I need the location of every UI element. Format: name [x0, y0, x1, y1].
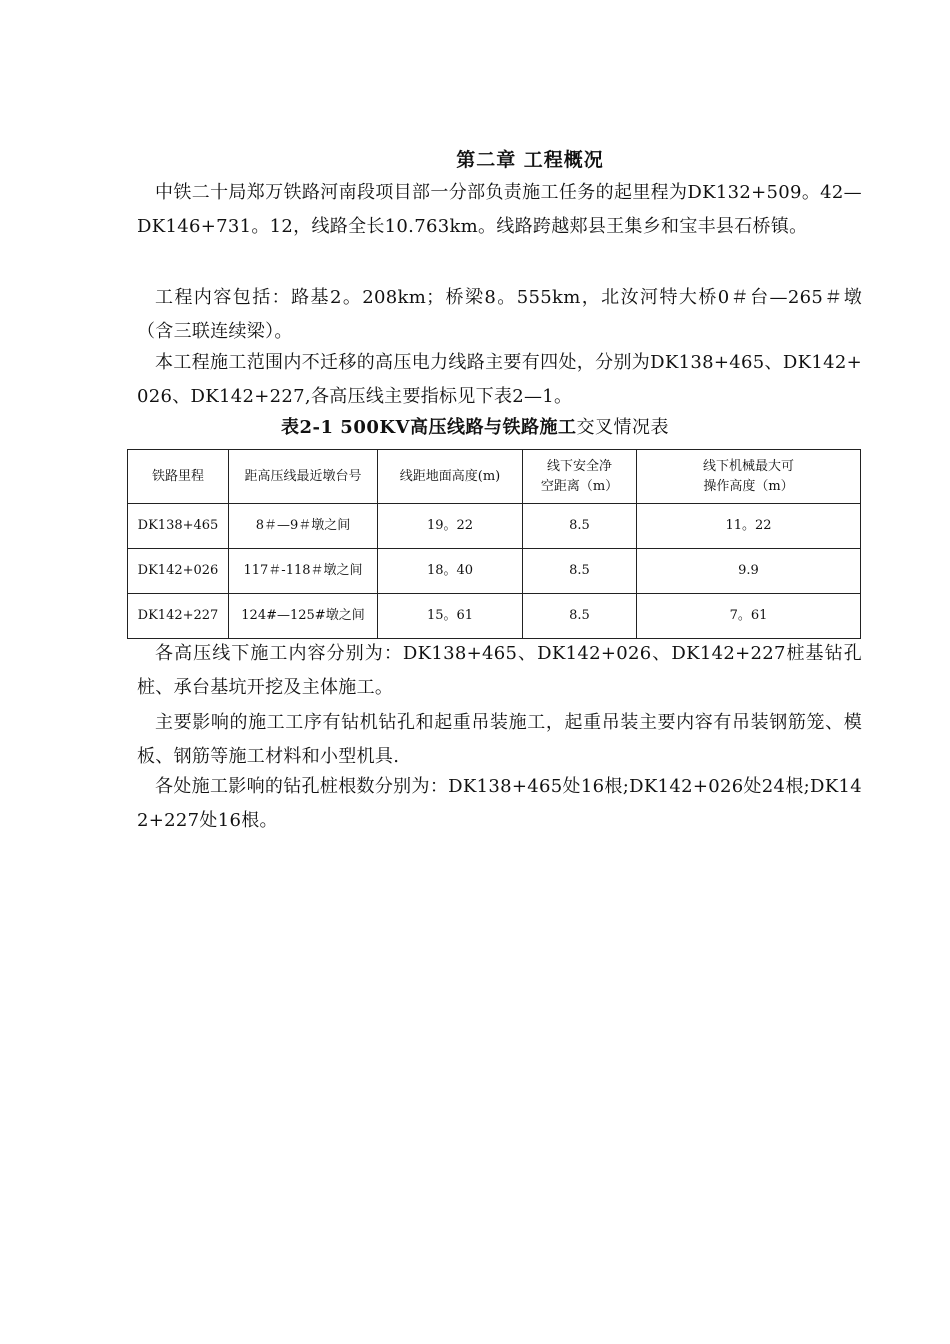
paragraph-pile-counts: 各处施工影响的钻孔桩根数分别为：DK138+465处16根;DK142+026处24根;DK142+227处16根。: [137, 776, 862, 831]
header-max-machine-height: [637, 450, 861, 504]
header-line-height: 线距地面高度(m): [378, 450, 523, 504]
cell-safe-clearance: 8.5: [523, 549, 637, 594]
cell-mileage: DK142+227: [128, 594, 229, 639]
cell-nearest-pier: 117＃-118＃墩之间: [229, 549, 378, 594]
header-nearest-pier: 距高压线最近墩台号: [229, 450, 378, 504]
cell-max-machine-height: 11。22: [637, 504, 861, 549]
paragraph-power-lines: 本工程施工范围内不迁移的高压电力线路主要有四处，分别为DK138+465、DK142+026、DK142+227,各高压线主要指标见下表2—1。: [137, 352, 862, 407]
table-caption-main: 表2-1 500KV高压线路与铁路施工: [281, 417, 577, 438]
cell-mileage: DK138+465: [128, 504, 229, 549]
header-safe-clearance-line2: 空距离（m）: [540, 478, 619, 494]
table-header-row: [128, 450, 861, 504]
table-row: [128, 504, 861, 549]
crossing-table: [127, 449, 861, 639]
cell-line-height: 18。40: [378, 549, 523, 594]
header-safe-clearance-line1: 线下安全净: [546, 458, 612, 474]
table-caption-tail: 交叉情况表: [576, 417, 669, 438]
cell-line-height: 15。61: [378, 594, 523, 639]
paragraph-project-scope: 中铁二十局郑万铁路河南段项目部一分部负责施工任务的起里程为DK132+509。42—DK146+731。12，线路全长10.763km。线路跨越郏县王集乡和宝丰县石桥镇。: [137, 182, 862, 237]
cell-nearest-pier: 124#—125#墩之间: [229, 594, 378, 639]
cell-safe-clearance: 8.5: [523, 594, 637, 639]
paragraph-work-content: 工程内容包括：路基2。208km；桥梁8。555km，北汝河特大桥0＃台—265＃墩（含三联连续梁）。: [137, 287, 862, 342]
cell-max-machine-height: 9.9: [637, 549, 861, 594]
cell-mileage: DK142+026: [128, 549, 229, 594]
table-row: [128, 594, 861, 639]
paragraph-key-processes: 主要影响的施工工序有钻机钻孔和起重吊装施工，起重吊装主要内容有吊装钢筋笼、模板、钢筋等施工材料和小型机具.: [137, 712, 862, 767]
paragraph-construction-content: 各高压线下施工内容分别为：DK138+465、DK142+026、DK142+227桩基钻孔桩、承台基坑开挖及主体施工。: [137, 643, 862, 698]
cell-safe-clearance: 8.5: [523, 504, 637, 549]
header-max-machine-height-line1: 线下机械最大可: [702, 458, 794, 474]
cell-line-height: 19。22: [378, 504, 523, 549]
header-mileage: 铁路里程: [128, 450, 229, 504]
cell-max-machine-height: 7。61: [637, 594, 861, 639]
table-row: [128, 549, 861, 594]
header-max-machine-height-line2: 操作高度（m）: [703, 478, 794, 494]
table-caption: [0, 413, 950, 439]
chapter-title: 第二章 工程概况: [456, 149, 604, 171]
header-safe-clearance: [523, 450, 637, 504]
cell-nearest-pier: 8＃—9＃墩之间: [229, 504, 378, 549]
